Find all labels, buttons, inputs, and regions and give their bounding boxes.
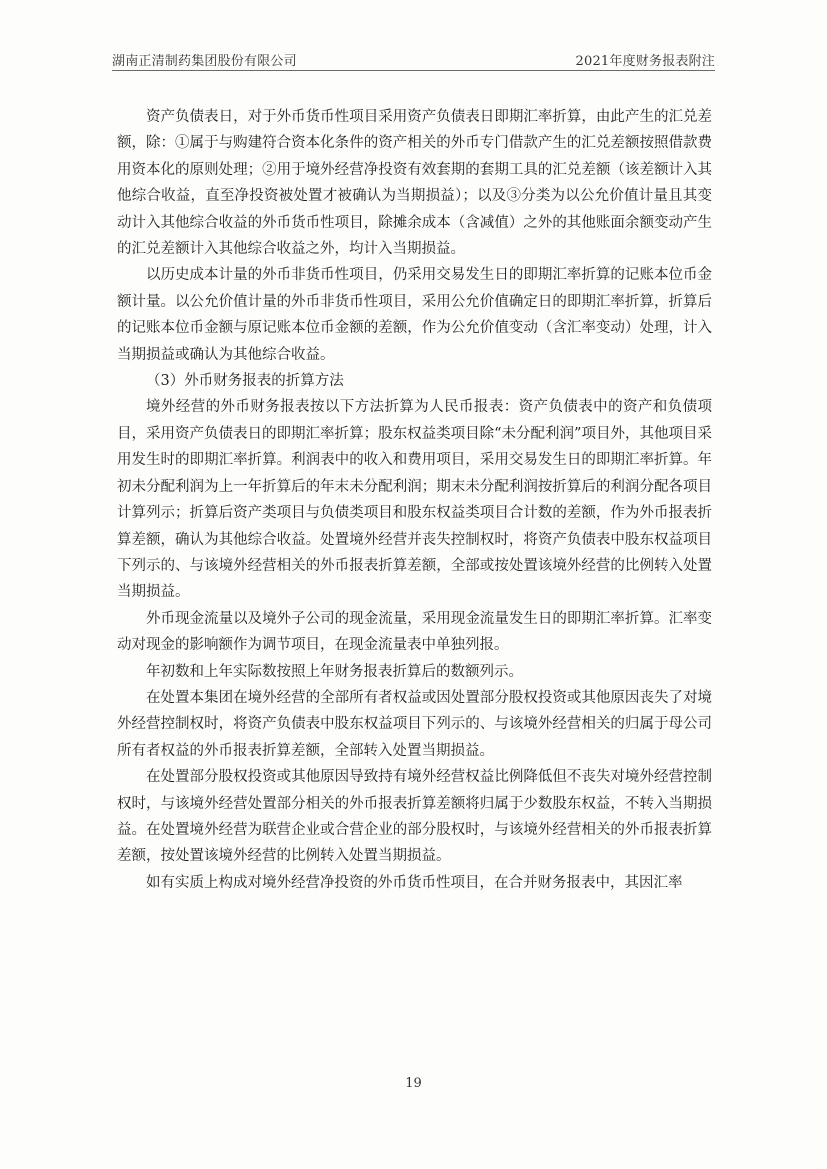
page-header xyxy=(112,46,715,71)
paragraph: 资产负债表日，对于外币货币性项目采用资产负债表日即期汇率折算，由此产生的汇兑差额，除：①属于与购建符合资本化条件的资产相关的外币专门借款产生的汇兑差额按照借款费用资本化的原则处理；②用于境外经营净投资有效套期的套期工具的汇兑差额（该差额计入其他综合收益，直至净投资被处置才被确认为当期损益）；以及③分类为以公允价值计量且其变动计入其他综合收益的外币货币性项目，除摊余成本（含减值）之外的其他账面余额变动产生的汇兑差额计入其他综合收益之外，均计入当期损益。 xyxy=(117,109,712,258)
section-heading: （3）外币财务报表的折算方法 xyxy=(146,373,344,390)
header-company-name: 湖南正清制药集团股份有限公司 xyxy=(112,54,297,69)
page-number: 19 xyxy=(405,1076,422,1091)
document-body xyxy=(117,104,712,896)
paragraph: 在处置部分股权投资或其他原因导致持有境外经营权益比例降低但不丧失对境外经营控制权时，与该境外经营处置部分相关的外币报表折算差额将归属于少数股东权益，不转入当期损益。在处置境外经营为联营企业或合营企业的部分股权时，与该境外经营相关的外币报表折算差额，按处置该境外经营的比例转入处置当期损益。 xyxy=(117,769,712,865)
paragraph: 在处置本集团在境外经营的全部所有者权益或因处置部分股权投资或其他原因丧失了对境外经营控制权时，将资产负债表中股东权益项目下列示的、与该境外经营相关的归属于母公司所有者权益的外币报表折算差额，全部转入处置当期损益。 xyxy=(117,689,712,759)
paragraph: 以历史成本计量的外币非货币性项目，仍采用交易发生日的即期汇率折算的记账本位币金额计量。以公允价值计量的外币非货币性项目，采用公允价值确定日的即期汇率折算，折算后的记账本位币金额与原记账本位币金额的差额，作为公允价值变动（含汇率变动）处理，计入当期损益或确认为其他综合收益。 xyxy=(117,267,712,363)
paragraph: 境外经营的外币财务报表按以下方法折算为人民币报表：资产负债表中的资产和负债项目，采用资产负债表日的即期汇率折算；股东权益类项目除“未分配利润”项目外，其他项目采用发生时的即期汇率折算。利润表中的收入和费用项目，采用交易发生日的即期汇率折算。年初未分配利润为上一年折算后的年末未分配利润；期末未分配利润按折算后的利润分配各项目计算列示；折算后资产类项目与负债类项目和股东权益类项目合计数的差额，作为外币报表折算差额，确认为其他综合收益。处置境外经营并丧失控制权时，将资产负债表中股东权益项目下列示的、与该境外经营相关的外币报表折算差额，全部或按处置该境外经营的比例转入处置当期损益。 xyxy=(117,399,712,601)
header-report-title: 2021年度财务报表附注 xyxy=(575,54,715,69)
paragraph: 年初数和上年实际数按照上年财务报表折算后的数额列示。 xyxy=(146,663,523,680)
paragraph: 外币现金流量以及境外子公司的现金流量，采用现金流量发生日的即期汇率折算。汇率变动对现金的影响额作为调节项目，在现金流量表中单独列报。 xyxy=(117,610,712,654)
paragraph: 如有实质上构成对境外经营净投资的外币货币性项目，在合并财务报表中，其因汇率 xyxy=(146,874,683,891)
